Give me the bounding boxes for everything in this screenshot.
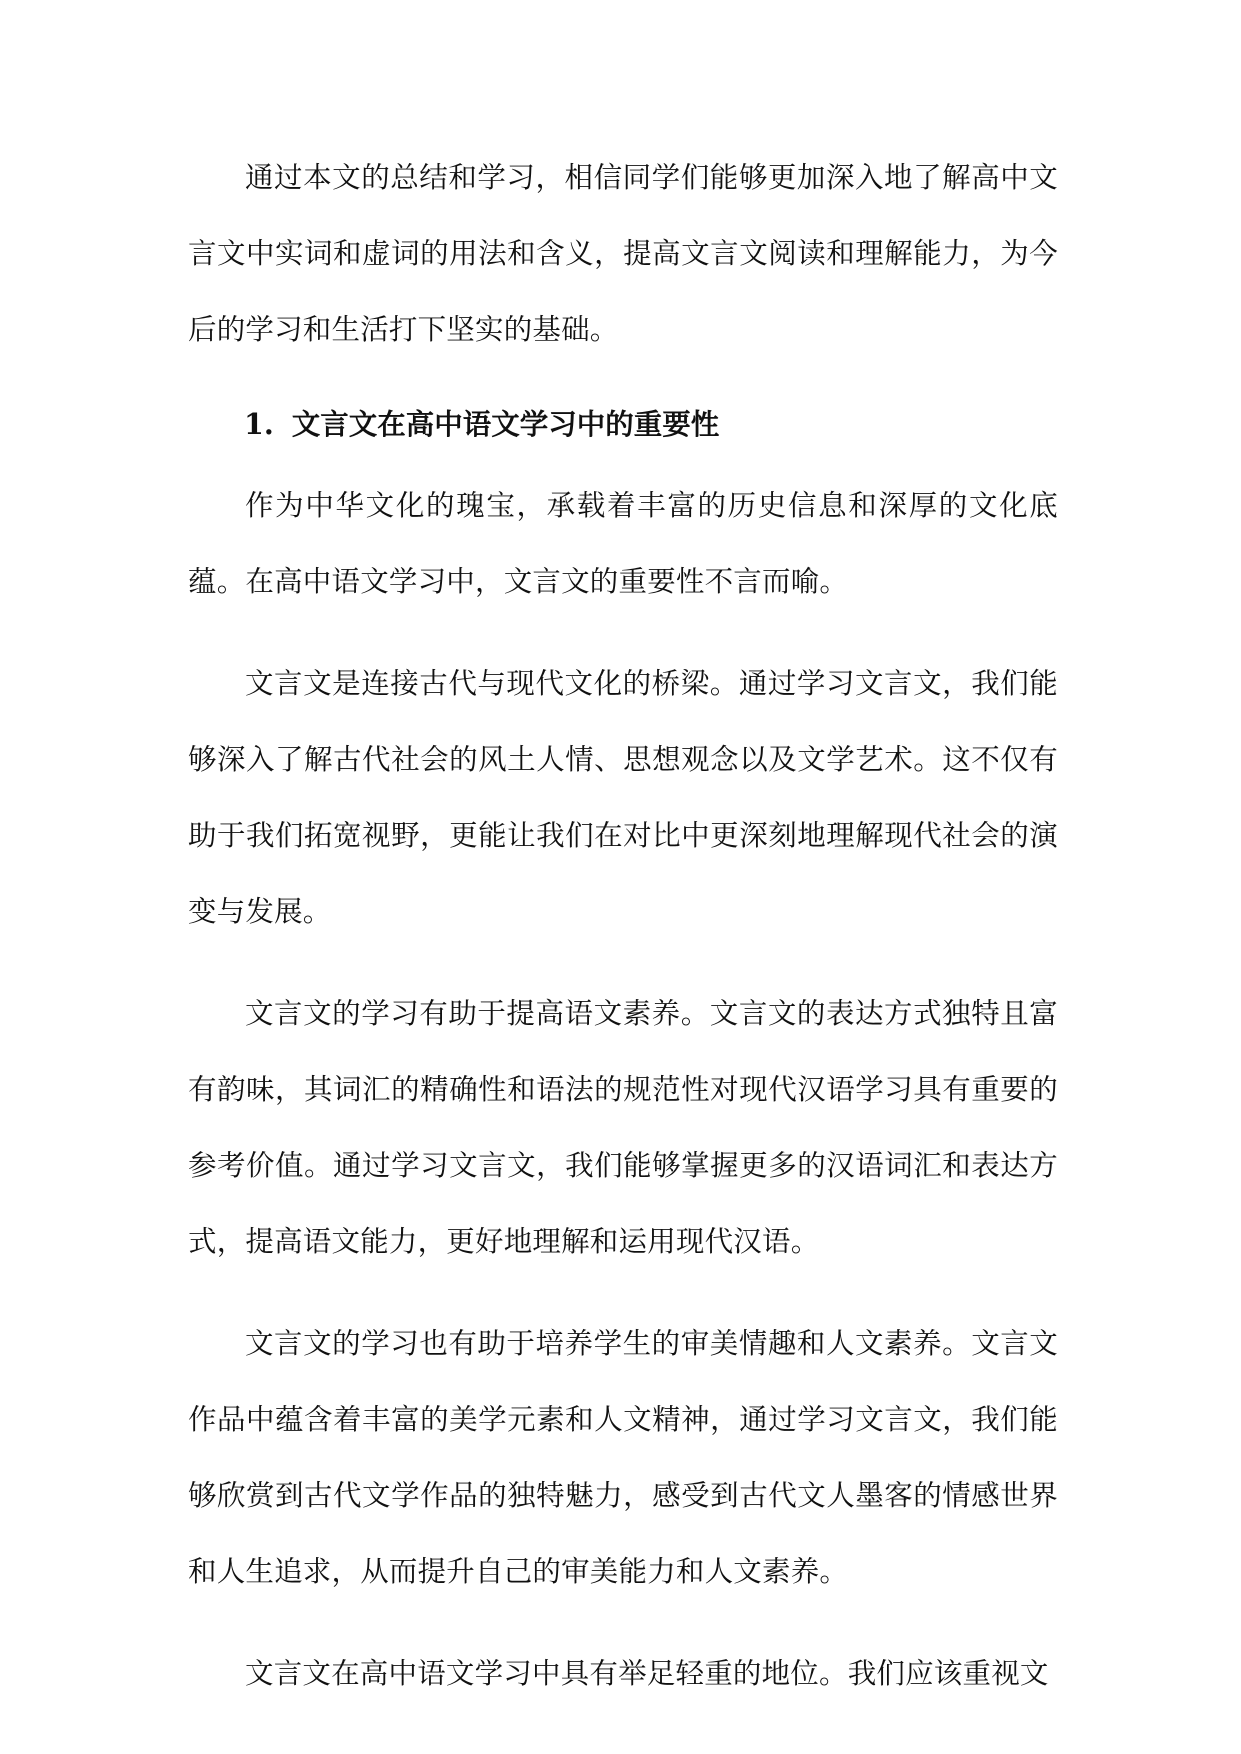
body-paragraph-3: 文言文的学习有助于提高语文素养。文言文的表达方式独特且富有韵味，其词汇的精确性和语法的规范性对现代汉语学习具有重要的参考价值。通过学习文言文，我们能够掌握更多的汉语词汇和表达方式，提高语文能力，更好地理解和运用现代汉语。 — [188, 997, 1058, 1258]
document-page — [188, 140, 1058, 1738]
section-title: 文言文在高中语文学习中的重要性 — [291, 407, 720, 441]
intro-paragraph: 通过本文的总结和学习，相信同学们能够更加深入地了解高中文言文中实词和虚词的用法和含义，提高文言文阅读和理解能力，为今后的学习和生活打下坚实的基础。 — [188, 161, 1058, 346]
body-paragraph-1: 作为中华文化的瑰宝，承载着丰富的历史信息和深厚的文化底蕴。在高中语文学习中，文言文的重要性不言而喻。 — [188, 489, 1058, 598]
body-paragraph-4: 文言文的学习也有助于培养学生的审美情趣和人文素养。文言文作品中蕴含着丰富的美学元素和人文精神，通过学习文言文，我们能够欣赏到古代文学作品的独特魅力，感受到古代文人墨客的情感世界和人生追求，从而提升自己的审美能力和人文素养。 — [188, 1327, 1058, 1588]
section-number: 1. — [244, 407, 274, 441]
body-paragraph-2: 文言文是连接古代与现代文化的桥梁。通过学习文言文，我们能够深入了解古代社会的风土人情、思想观念以及文学艺术。这不仅有助于我们拓宽视野，更能让我们在对比中更深刻地理解现代社会的演变与发展。 — [188, 667, 1058, 928]
body-paragraph-5: 文言文在高中语文学习中具有举足轻重的地位。我们应该重视文 — [245, 1657, 1049, 1690]
section-heading — [188, 386, 1058, 462]
